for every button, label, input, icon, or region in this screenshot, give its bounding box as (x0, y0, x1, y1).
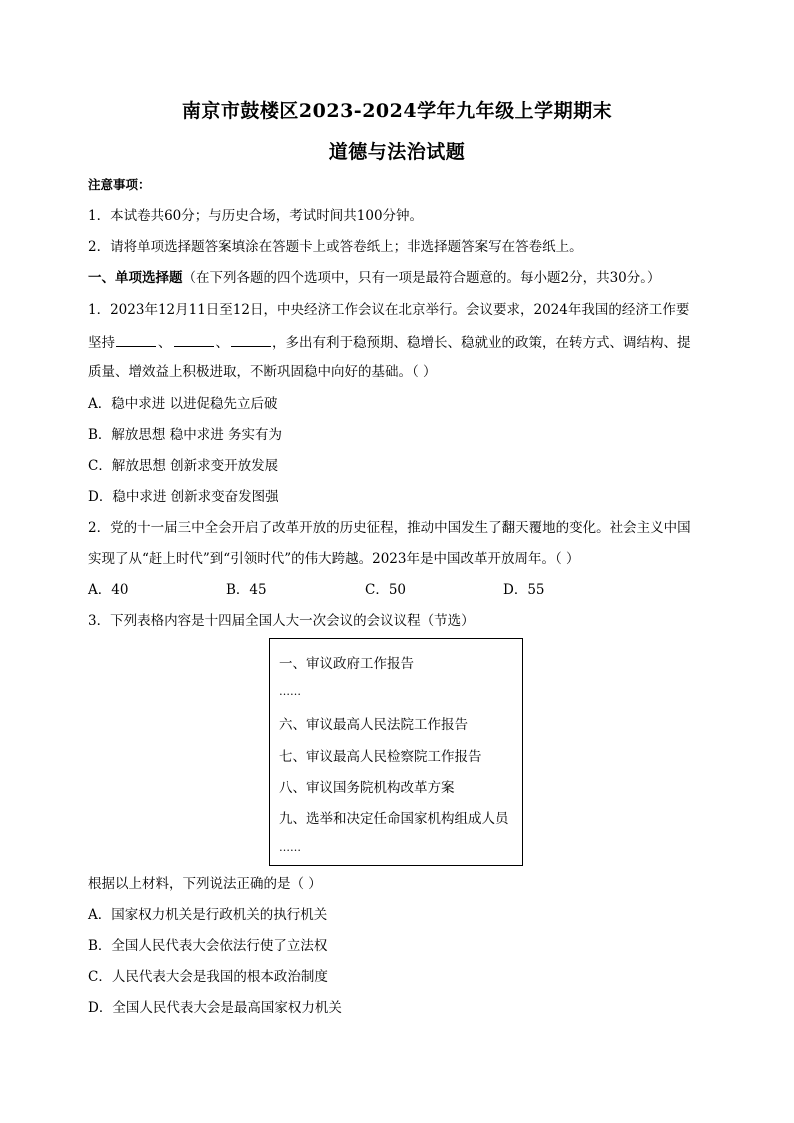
q2-stem-line2: 实现了从“赶上时代”到“引领时代”的伟大跨越。2023年是中国改革开放周年。（ ） (88, 551, 580, 567)
q1-prefix: 坚持 (88, 335, 115, 351)
q2-stem-line1: 2．党的十一届三中全会开启了改革开放的历史征程，推动中国发生了翻天覆地的变化。社会主义中国 (88, 520, 691, 536)
q1-stem-line1: 1．2023年12月11日至12日，中央经济工作会议在北京举行。会议要求，2024年我国的经济工作要 (88, 302, 690, 318)
q2-option-c: C．50 (365, 582, 407, 598)
agenda-item-1: 一、审议政府工作报告 (279, 656, 414, 672)
agenda-item-6: 六、审议最高人民法院工作报告 (279, 717, 468, 733)
q3-stem: 3．下列表格内容是十四届全国人大一次会议的会议议程（节选） (88, 613, 475, 629)
q2-option-d: D．55 (503, 582, 545, 598)
q3-option-c: C．人民代表大会是我国的根本政治制度 (88, 969, 328, 985)
q2-options-row (88, 581, 545, 599)
agenda-table (269, 638, 523, 866)
q3-option-a: A．国家权力机关是行政机关的执行机关 (88, 907, 328, 923)
notice-item-2: 2．请将单项选择题答案填涂在答题卡上或答卷纸上；非选择题答案写在答卷纸上。 (88, 239, 583, 255)
agenda-item-7: 七、审议最高人民检察院工作报告 (279, 749, 482, 765)
q1-option-c: C．解放思想 创新求变开放发展 (88, 458, 279, 474)
q1-stem-line2 (88, 332, 691, 352)
q1-separator-1: 、 (158, 335, 172, 351)
agenda-item-9: 九、选举和决定任命国家机构组成人员 (279, 811, 509, 827)
agenda-ellipsis-2: …… (279, 841, 301, 854)
q3-option-d: D．全国人民代表大会是最高国家权力机关 (88, 1000, 342, 1016)
q1-option-a: A．稳中求进 以进促稳先立后破 (88, 396, 278, 412)
q1-blank-3 (231, 332, 271, 347)
q1-stem-line3: 质量、增效益上积极进取，不断巩固稳中向好的基础。（ ） (88, 364, 437, 380)
section-title: 一、单项选择题 (88, 270, 183, 286)
q1-separator-2: 、 (215, 335, 229, 351)
q3-question: 根据以上材料，下列说法正确的是（ ） (88, 876, 322, 892)
q1-suffix: ，多出有利于稳预期、稳增长、稳就业的政策，在转方式、调结构、提 (272, 335, 691, 351)
q1-blank-2 (174, 332, 214, 347)
q2-option-b: B．45 (226, 582, 267, 598)
q3-option-b: B．全国人民代表大会依法行使了立法权 (88, 938, 328, 954)
exam-title: 南京市鼓楼区2023-2024学年九年级上学期期末 (181, 100, 613, 122)
section-instruction: （在下列各题的四个选项中，只有一项是最符合题意的。每小题2分，共30分。） (182, 270, 661, 286)
agenda-item-8: 八、审议国务院机构改革方案 (279, 780, 455, 796)
q1-option-d: D．稳中求进 创新求变奋发图强 (88, 489, 279, 505)
q1-option-b: B．解放思想 稳中求进 务实有为 (88, 427, 283, 443)
q1-blank-1 (116, 332, 156, 347)
agenda-ellipsis-1: …… (279, 685, 301, 698)
section-heading (88, 269, 661, 287)
notice-item-1: 1．本试卷共60分；与历史合场，考试时间共100分钟。 (88, 208, 424, 224)
q2-option-a: A．40 (88, 582, 129, 598)
exam-subtitle: 道德与法治试题 (328, 141, 466, 163)
notice-heading: 注意事项： (88, 177, 151, 192)
